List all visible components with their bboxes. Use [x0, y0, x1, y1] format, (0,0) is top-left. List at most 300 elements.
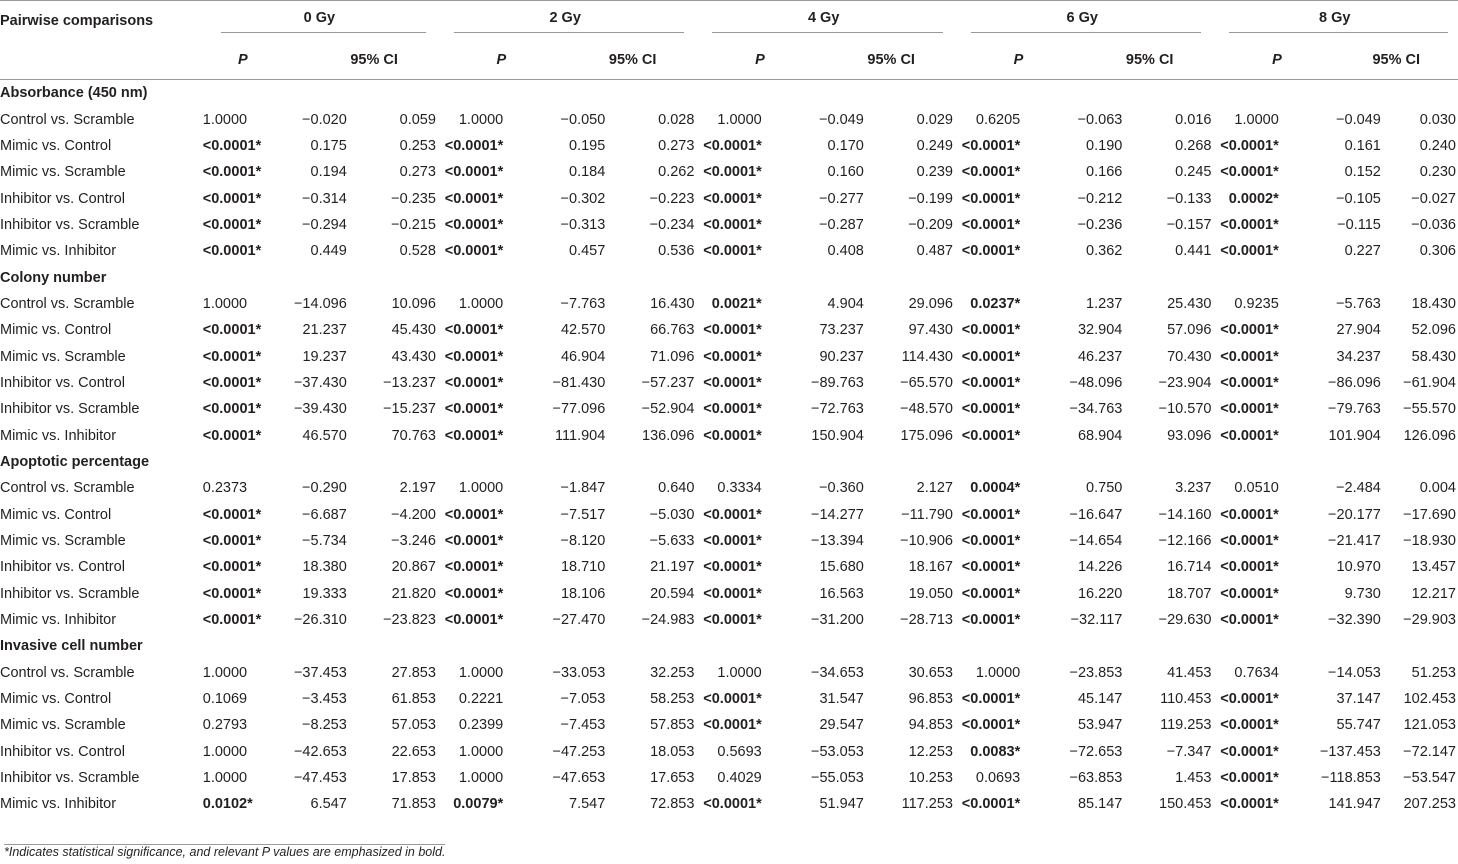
p-value-cell: <0.0001*	[202, 506, 262, 523]
p-value-cell: <0.0001*	[444, 216, 504, 233]
header-p-value: P	[755, 52, 765, 68]
ci-upper-cell: −29.903	[1403, 612, 1456, 629]
ci-upper-cell: −53.547	[1403, 770, 1456, 787]
p-value-cell: <0.0001*	[703, 190, 762, 207]
table-body	[0, 80, 1458, 818]
ci-lower-cell: 45.147	[1077, 691, 1123, 708]
table-row	[0, 291, 1458, 317]
ci-lower-cell: 46.904	[560, 348, 606, 365]
table-row	[0, 765, 1458, 791]
p-value-cell: 0.0021*	[711, 295, 762, 312]
ci-lower-cell: 19.333	[302, 585, 347, 602]
ci-lower-cell: −0.277	[819, 190, 864, 207]
p-value-cell: 1.0000	[458, 111, 504, 128]
ci-upper-cell: −3.246	[391, 533, 436, 550]
ci-upper-cell: −17.690	[1403, 506, 1456, 523]
ci-lower-cell: −86.096	[1328, 374, 1381, 391]
ci-upper-cell: 0.029	[916, 111, 953, 128]
ci-lower-cell: −33.053	[552, 664, 606, 681]
ci-lower-cell: 141.947	[1328, 796, 1381, 813]
ci-lower-cell: 0.190	[1086, 137, 1123, 154]
ci-upper-cell: 207.253	[1403, 796, 1456, 813]
ci-upper-cell: 10.096	[391, 295, 436, 312]
ci-lower-cell: −31.200	[811, 612, 864, 629]
section-title: Apoptotic percentage	[0, 453, 150, 470]
ci-upper-cell: −57.237	[641, 374, 695, 391]
header-95-ci: 95% CI	[608, 52, 657, 68]
ci-lower-cell: 1.237	[1086, 295, 1123, 312]
ci-upper-cell: 18.053	[650, 743, 695, 760]
p-value-cell: <0.0001*	[444, 612, 504, 629]
ci-lower-cell: −77.096	[552, 401, 606, 418]
ci-lower-cell: −53.053	[811, 743, 864, 760]
ci-lower-cell: −7.763	[560, 295, 606, 312]
ci-upper-cell: −0.199	[908, 190, 953, 207]
ci-upper-cell: 10.253	[908, 770, 953, 787]
ci-upper-cell: 0.030	[1419, 111, 1456, 128]
comparison-label: Mimic vs. Control	[0, 506, 112, 523]
ci-upper-cell: −12.166	[1158, 533, 1212, 550]
ci-upper-cell: 0.487	[916, 243, 953, 260]
comparison-label: Mimic vs. Scramble	[0, 717, 126, 734]
table-row	[0, 554, 1458, 580]
ci-upper-cell: 12.253	[908, 743, 953, 760]
header-p-value: P	[1013, 52, 1024, 68]
p-value-cell: <0.0001*	[1220, 137, 1279, 154]
p-value-cell: 0.3334	[717, 480, 762, 497]
ci-upper-cell: 20.594	[650, 585, 695, 602]
p-value-cell: <0.0001*	[703, 401, 762, 418]
ci-lower-cell: −118.853	[1321, 770, 1381, 787]
ci-upper-cell: 19.050	[908, 585, 953, 602]
ci-upper-cell: −18.930	[1403, 533, 1456, 550]
table-row	[0, 133, 1458, 159]
p-value-cell: <0.0001*	[1220, 401, 1279, 418]
p-value-cell: <0.0001*	[444, 243, 504, 260]
ci-upper-cell: 32.253	[650, 664, 695, 681]
p-value-cell: 1.0000	[458, 743, 504, 760]
ci-upper-cell: 21.820	[391, 585, 436, 602]
p-value-cell: <0.0001*	[703, 137, 762, 154]
ci-lower-cell: −14.277	[811, 506, 864, 523]
ci-upper-cell: 2.127	[916, 480, 953, 497]
ci-lower-cell: −0.050	[560, 111, 606, 128]
comparison-label: Mimic vs. Scramble	[0, 164, 126, 181]
table-row	[0, 712, 1458, 738]
p-value-cell: 0.5693	[717, 743, 762, 760]
p-value-cell: <0.0001*	[202, 322, 262, 339]
ci-upper-cell: −11.790	[901, 506, 953, 523]
p-value-cell: <0.0001*	[444, 348, 504, 365]
ci-lower-cell: −0.287	[819, 216, 864, 233]
ci-lower-cell: 0.161	[1344, 137, 1381, 154]
section-header-row	[0, 449, 1458, 475]
table-row	[0, 370, 1458, 396]
ci-lower-cell: 14.226	[1077, 559, 1123, 576]
header-row-stats	[0, 41, 1458, 80]
ci-upper-cell: −0.223	[649, 190, 695, 207]
ci-lower-cell: 16.563	[819, 585, 864, 602]
ci-lower-cell: 101.904	[1328, 427, 1381, 444]
comparison-label: Control vs. Scramble	[0, 480, 135, 497]
p-value-cell: <0.0001*	[202, 164, 262, 181]
ci-lower-cell: 18.380	[302, 559, 347, 576]
ci-upper-cell: −23.823	[383, 612, 436, 629]
ci-upper-cell: 175.096	[900, 427, 953, 444]
p-value-cell: <0.0001*	[961, 427, 1021, 444]
p-value-cell: 0.9235	[1234, 295, 1279, 312]
p-value-cell: <0.0001*	[961, 137, 1021, 154]
p-value-cell: 1.0000	[202, 770, 248, 787]
ci-lower-cell: −0.294	[302, 216, 347, 233]
p-value-cell: 0.7634	[1234, 664, 1279, 681]
p-value-cell: 1.0000	[1234, 111, 1279, 128]
p-value-cell: <0.0001*	[703, 506, 762, 523]
p-value-cell: 0.2221	[458, 691, 504, 708]
ci-upper-cell: 57.053	[391, 717, 436, 734]
ci-upper-cell: 3.237	[1175, 480, 1212, 497]
ci-upper-cell: 20.867	[391, 559, 436, 576]
ci-lower-cell: −0.314	[302, 190, 347, 207]
table-row	[0, 660, 1458, 686]
ci-lower-cell: 37.147	[1336, 691, 1381, 708]
comparison-label: Mimic vs. Inhibitor	[0, 612, 117, 629]
p-value-cell: 1.0000	[202, 664, 248, 681]
ci-upper-cell: 18.167	[908, 559, 953, 576]
table-row	[0, 607, 1458, 633]
ci-upper-cell: 17.853	[391, 770, 436, 787]
comparison-label: Mimic vs. Control	[0, 691, 112, 708]
table-row	[0, 212, 1458, 238]
ci-upper-cell: 0.028	[658, 111, 695, 128]
ci-lower-cell: −20.177	[1328, 506, 1381, 523]
p-value-cell: <0.0001*	[1220, 506, 1279, 523]
ci-upper-cell: 41.453	[1167, 664, 1212, 681]
ci-lower-cell: −79.763	[1328, 401, 1381, 418]
ci-lower-cell: −34.763	[1069, 401, 1123, 418]
ci-upper-cell: 52.096	[1411, 322, 1456, 339]
comparison-label: Control vs. Scramble	[0, 664, 135, 681]
header-dose-8gy: 8 Gy	[1211, 1, 1458, 42]
ci-upper-cell: 51.253	[1411, 664, 1456, 681]
ci-upper-cell: 0.059	[399, 111, 436, 128]
p-value-cell: <0.0001*	[703, 216, 762, 233]
ci-upper-cell: −55.570	[1403, 401, 1456, 418]
ci-lower-cell: −14.053	[1328, 664, 1381, 681]
ci-upper-cell: 0.245	[1175, 164, 1212, 181]
p-value-cell: 0.2373	[202, 480, 248, 497]
ci-lower-cell: −3.453	[302, 691, 347, 708]
p-value-cell: <0.0001*	[202, 612, 262, 629]
ci-upper-cell: 25.430	[1167, 295, 1212, 312]
header-95-ci: 95% CI	[1125, 52, 1174, 68]
header-95-ci: 95% CI	[867, 52, 915, 68]
ci-upper-cell: −23.904	[1158, 374, 1212, 391]
ci-upper-cell: −5.633	[649, 533, 695, 550]
ci-lower-cell: 0.362	[1086, 243, 1123, 260]
ci-upper-cell: −10.570	[1158, 401, 1212, 418]
ci-upper-cell: 119.253	[1160, 717, 1212, 734]
ci-upper-cell: 18.707	[1167, 585, 1212, 602]
ci-lower-cell: 111.904	[555, 427, 606, 444]
ci-upper-cell: 71.853	[391, 796, 436, 813]
comparison-label: Inhibitor vs. Scramble	[0, 770, 140, 787]
p-value-cell: <0.0001*	[703, 691, 762, 708]
p-value-cell: <0.0001*	[961, 717, 1021, 734]
header-dose-2gy: 2 Gy	[436, 1, 695, 42]
ci-lower-cell: −72.653	[1069, 743, 1123, 760]
header-dose-0gy: 0 Gy	[203, 1, 436, 42]
ci-lower-cell: 150.904	[811, 427, 864, 444]
ci-lower-cell: −14.096	[293, 295, 347, 312]
ci-lower-cell: −47.653	[552, 770, 606, 787]
p-value-cell: <0.0001*	[1220, 427, 1279, 444]
ci-lower-cell: −47.253	[552, 743, 606, 760]
table-row	[0, 185, 1458, 211]
ci-upper-cell: 43.430	[391, 348, 436, 365]
ci-upper-cell: 0.640	[658, 480, 695, 497]
ci-lower-cell: −42.653	[293, 743, 347, 760]
p-value-cell: <0.0001*	[202, 401, 262, 418]
table-row	[0, 686, 1458, 712]
ci-lower-cell: −0.063	[1077, 111, 1123, 128]
p-value-cell: 0.0079*	[453, 796, 504, 813]
ci-lower-cell: −6.687	[302, 506, 347, 523]
comparison-label: Inhibitor vs. Scramble	[0, 216, 140, 233]
p-value-cell: 1.0000	[458, 664, 504, 681]
table-row	[0, 528, 1458, 554]
ci-upper-cell: 93.096	[1167, 427, 1212, 444]
comparison-label: Mimic vs. Scramble	[0, 533, 126, 550]
ci-upper-cell: −13.237	[383, 374, 436, 391]
p-value-cell: <0.0001*	[444, 533, 504, 550]
ci-upper-cell: 13.457	[1411, 559, 1456, 576]
p-value-cell: <0.0001*	[703, 322, 762, 339]
p-value-cell: <0.0001*	[703, 243, 762, 260]
ci-lower-cell: −0.049	[1336, 111, 1381, 128]
ci-lower-cell: 7.547	[569, 796, 606, 813]
ci-upper-cell: 58.253	[650, 691, 695, 708]
p-value-cell: 1.0000	[202, 295, 248, 312]
p-value-cell: <0.0001*	[202, 585, 262, 602]
table-row	[0, 396, 1458, 422]
ci-upper-cell: 0.273	[658, 137, 695, 154]
ci-upper-cell: −5.030	[649, 506, 695, 523]
comparison-label: Mimic vs. Inhibitor	[0, 796, 117, 813]
ci-upper-cell: 94.853	[908, 717, 953, 734]
ci-lower-cell: 0.170	[827, 137, 864, 154]
ci-lower-cell: 19.237	[302, 348, 347, 365]
p-value-cell: <0.0001*	[1220, 770, 1279, 787]
comparison-label: Mimic vs. Control	[0, 137, 112, 154]
ci-lower-cell: −32.390	[1328, 612, 1381, 629]
table-row	[0, 343, 1458, 369]
header-95-ci: 95% CI	[350, 52, 398, 68]
section-header-row	[0, 80, 1458, 107]
p-value-cell: 1.0000	[717, 111, 762, 128]
ci-lower-cell: 0.194	[310, 164, 347, 181]
ci-lower-cell: −55.053	[811, 770, 864, 787]
p-value-cell: <0.0001*	[444, 506, 504, 523]
p-value-cell: <0.0001*	[1220, 164, 1279, 181]
ci-upper-cell: 0.230	[1419, 164, 1456, 181]
comparison-label: Mimic vs. Control	[0, 322, 112, 339]
ci-upper-cell: 17.653	[650, 770, 695, 787]
p-value-cell: <0.0001*	[202, 137, 262, 154]
section-header-row	[0, 633, 1458, 659]
ci-upper-cell: −0.235	[391, 190, 436, 207]
ci-lower-cell: 0.166	[1086, 164, 1123, 181]
p-value-cell: <0.0001*	[703, 348, 762, 365]
ci-upper-cell: −10.906	[900, 533, 953, 550]
p-value-cell: <0.0001*	[703, 796, 762, 813]
comparison-label: Inhibitor vs. Scramble	[0, 585, 140, 602]
ci-lower-cell: −0.212	[1077, 190, 1123, 207]
ci-lower-cell: −23.853	[1069, 664, 1123, 681]
ci-upper-cell: 30.653	[908, 664, 953, 681]
ci-lower-cell: 31.547	[819, 691, 864, 708]
ci-lower-cell: −13.394	[811, 533, 864, 550]
p-value-cell: <0.0001*	[961, 401, 1021, 418]
p-value-cell: <0.0001*	[703, 427, 762, 444]
ci-lower-cell: −37.453	[293, 664, 347, 681]
ci-upper-cell: 12.217	[1411, 585, 1456, 602]
section-header-row	[0, 264, 1458, 290]
p-value-cell: <0.0001*	[1220, 348, 1279, 365]
ci-upper-cell: 70.763	[391, 427, 436, 444]
p-value-cell: <0.0001*	[202, 374, 262, 391]
ci-upper-cell: 72.853	[650, 796, 695, 813]
ci-upper-cell: 66.763	[650, 322, 695, 339]
header-dose-4gy: 4 Gy	[694, 1, 953, 42]
p-value-cell: <0.0001*	[1220, 743, 1279, 760]
ci-upper-cell: 0.239	[916, 164, 953, 181]
ci-lower-cell: −8.253	[302, 717, 347, 734]
p-value-cell: <0.0001*	[444, 137, 504, 154]
p-value-cell: <0.0001*	[202, 427, 262, 444]
ci-lower-cell: −27.470	[552, 612, 606, 629]
p-value-cell: <0.0001*	[961, 612, 1021, 629]
ci-upper-cell: −7.347	[1166, 743, 1212, 760]
comparison-label: Inhibitor vs. Control	[0, 190, 125, 207]
ci-upper-cell: −0.027	[1411, 190, 1456, 207]
ci-lower-cell: −7.053	[560, 691, 606, 708]
ci-lower-cell: −48.096	[1069, 374, 1123, 391]
comparison-label: Inhibitor vs. Scramble	[0, 401, 140, 418]
p-value-cell: <0.0001*	[961, 374, 1021, 391]
ci-lower-cell: 0.457	[569, 243, 606, 260]
ci-lower-cell: 46.237	[1077, 348, 1123, 365]
ci-lower-cell: −72.763	[811, 401, 864, 418]
p-value-cell: <0.0001*	[1220, 374, 1279, 391]
p-value-cell: 0.2399	[458, 717, 504, 734]
ci-upper-cell: 0.016	[1175, 111, 1212, 128]
ci-lower-cell: −81.430	[552, 374, 606, 391]
p-value-cell: <0.0001*	[1220, 717, 1279, 734]
p-value-cell: <0.0001*	[202, 216, 262, 233]
ci-lower-cell: −14.654	[1069, 533, 1123, 550]
ci-upper-cell: 45.430	[391, 322, 436, 339]
ci-upper-cell: 110.453	[1160, 691, 1212, 708]
p-value-cell: <0.0001*	[444, 374, 504, 391]
p-value-cell: 0.2793	[202, 717, 248, 734]
ci-lower-cell: 42.570	[560, 322, 606, 339]
ci-upper-cell: −65.570	[900, 374, 953, 391]
header-p-value: P	[1272, 52, 1282, 68]
ci-lower-cell: 53.947	[1077, 717, 1123, 734]
ci-lower-cell: −0.105	[1336, 190, 1381, 207]
p-value-cell: <0.0001*	[961, 164, 1021, 181]
ci-lower-cell: −21.417	[1328, 533, 1381, 550]
ci-lower-cell: 18.106	[560, 585, 606, 602]
p-value-cell: <0.0001*	[1220, 533, 1279, 550]
ci-upper-cell: 22.653	[391, 743, 436, 760]
ci-lower-cell: 0.408	[827, 243, 864, 260]
ci-lower-cell: −39.430	[293, 401, 347, 418]
ci-lower-cell: 46.570	[302, 427, 347, 444]
ci-lower-cell: 32.904	[1077, 322, 1123, 339]
ci-lower-cell: 9.730	[1344, 585, 1381, 602]
ci-lower-cell: −34.653	[811, 664, 864, 681]
ci-lower-cell: −26.310	[293, 612, 347, 629]
p-value-cell: <0.0001*	[703, 164, 762, 181]
ci-lower-cell: 21.237	[302, 322, 347, 339]
header-dose-6gy: 6 Gy	[953, 1, 1212, 42]
p-value-cell: <0.0001*	[1220, 612, 1279, 629]
ci-upper-cell: 70.430	[1167, 348, 1212, 365]
ci-lower-cell: 0.195	[569, 137, 606, 154]
ci-lower-cell: −5.763	[1336, 295, 1381, 312]
ci-lower-cell: 55.747	[1336, 717, 1381, 734]
ci-lower-cell: −0.360	[819, 480, 864, 497]
ci-lower-cell: 0.175	[310, 137, 347, 154]
p-value-cell: 0.0693	[975, 770, 1021, 787]
table-row	[0, 106, 1458, 132]
p-value-cell: <0.0001*	[444, 322, 504, 339]
ci-lower-cell: 0.152	[1344, 164, 1381, 181]
ci-lower-cell: 34.237	[1336, 348, 1381, 365]
comparison-label: Control vs. Scramble	[0, 295, 135, 312]
ci-upper-cell: 150.453	[1159, 796, 1212, 813]
ci-upper-cell: −15.237	[383, 401, 436, 418]
p-value-cell: 0.0510	[1234, 480, 1279, 497]
ci-upper-cell: 0.536	[658, 243, 695, 260]
p-value-cell: <0.0001*	[444, 190, 504, 207]
ci-upper-cell: 18.430	[1411, 295, 1456, 312]
ci-upper-cell: 21.197	[650, 559, 695, 576]
table-row	[0, 317, 1458, 343]
p-value-cell: <0.0001*	[202, 348, 262, 365]
ci-lower-cell: −16.647	[1069, 506, 1123, 523]
p-value-cell: <0.0001*	[444, 427, 504, 444]
ci-upper-cell: 29.096	[908, 295, 953, 312]
p-value-cell: 1.0000	[202, 743, 248, 760]
header-p-value: P	[238, 52, 248, 68]
p-value-cell: <0.0001*	[703, 374, 762, 391]
ci-lower-cell: 18.710	[560, 559, 606, 576]
ci-upper-cell: 136.096	[642, 427, 695, 444]
ci-upper-cell: −0.209	[908, 216, 953, 233]
table-row	[0, 475, 1458, 501]
ci-upper-cell: 97.430	[908, 322, 953, 339]
ci-upper-cell: 0.249	[916, 137, 953, 154]
p-value-cell: 1.0000	[458, 480, 504, 497]
ci-lower-cell: 15.680	[819, 559, 864, 576]
header-pairwise-comparisons: Pairwise comparisons	[0, 13, 154, 29]
p-value-cell: <0.0001*	[444, 401, 504, 418]
ci-upper-cell: −0.036	[1411, 216, 1456, 233]
ci-lower-cell: −0.115	[1337, 216, 1381, 233]
